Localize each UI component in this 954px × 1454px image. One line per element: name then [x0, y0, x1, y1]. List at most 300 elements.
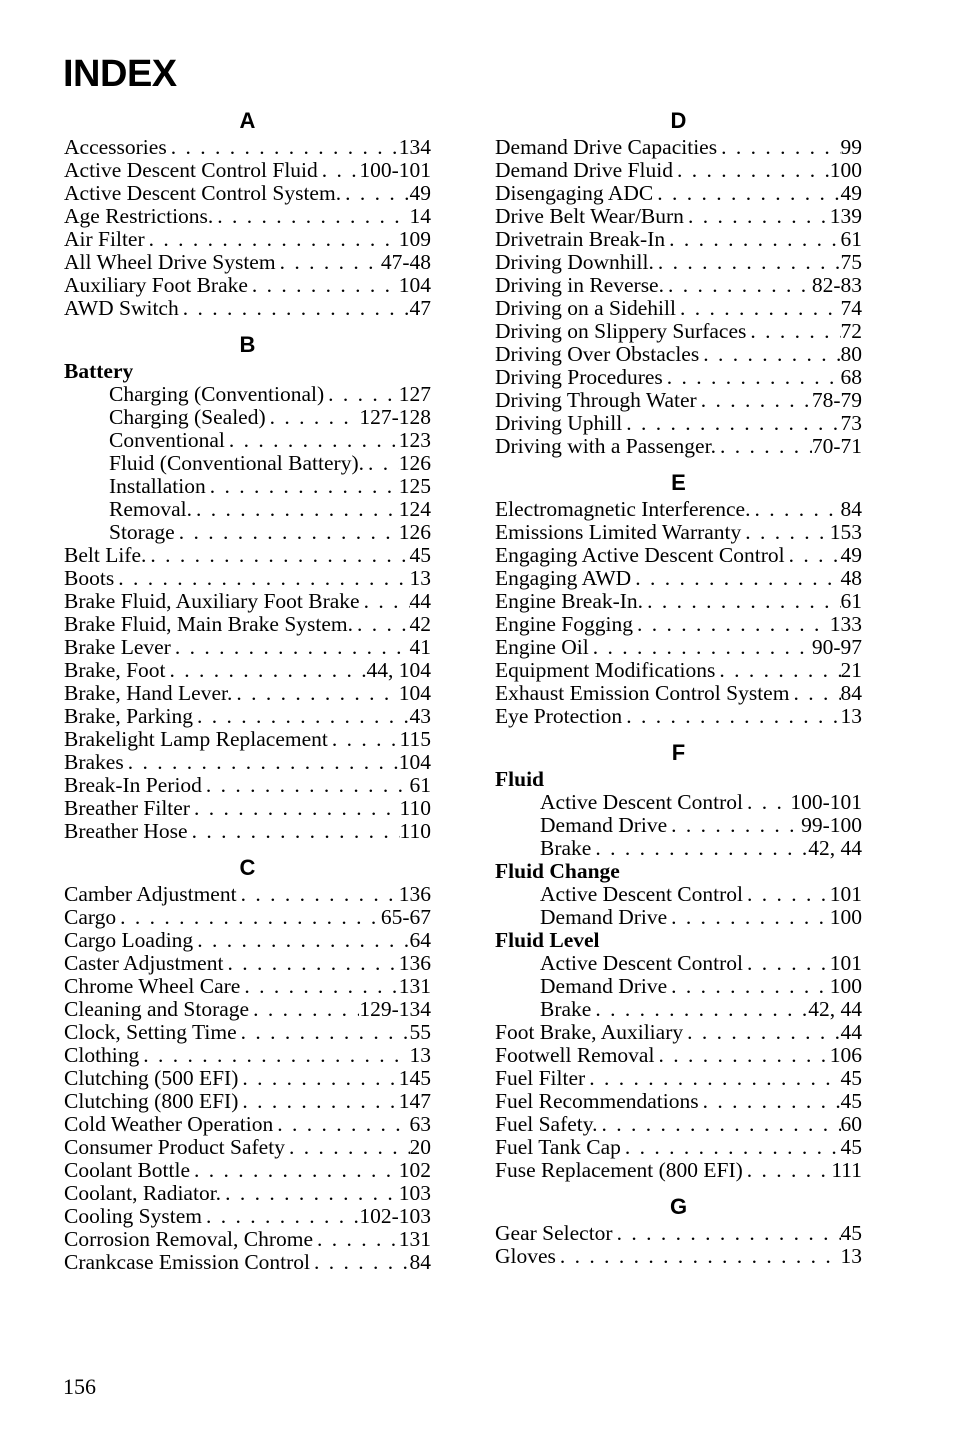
index-subentry — [64, 475, 431, 498]
dot-leader — [193, 705, 410, 728]
entry-page-ref: 73 — [840, 412, 862, 435]
index-entry — [64, 274, 431, 297]
index-subentry — [495, 952, 862, 975]
entry-term: Fuse Replacement (800 EFI) — [495, 1159, 743, 1182]
index-section-b — [64, 330, 431, 843]
entry-term: Cargo — [64, 906, 117, 929]
entry-term: Accessories — [64, 136, 167, 159]
dot-leader — [273, 1113, 409, 1136]
entry-page-ref: 43 — [409, 705, 431, 728]
entry-term: Active Descent Control — [540, 883, 744, 906]
dot-leader — [221, 1182, 399, 1205]
entry-page-ref: 45 — [840, 1090, 862, 1113]
index-subentry — [64, 452, 431, 475]
entry-page-ref: 45 — [840, 1067, 862, 1090]
entry-page-ref: 20 — [409, 1136, 431, 1159]
dot-leader — [667, 814, 801, 837]
dot-leader — [621, 1136, 841, 1159]
entry-term: Cargo Loading — [64, 929, 194, 952]
entry-term: Fuel Safety. — [495, 1113, 598, 1136]
entry-term: Conventional — [109, 429, 225, 452]
dot-leader — [202, 774, 410, 797]
entry-page-ref: 106 — [829, 1044, 862, 1067]
entry-term: Gloves — [495, 1245, 556, 1268]
entry-page-ref: 63 — [409, 1113, 431, 1136]
entry-page-ref: 49 — [840, 544, 862, 567]
entry-term: Breather Filter — [64, 797, 190, 820]
dot-leader — [684, 205, 830, 228]
dot-leader — [310, 1251, 409, 1274]
index-entry — [495, 1113, 862, 1136]
dot-leader — [591, 998, 808, 1021]
entry-term: Cleaning and Storage — [64, 998, 250, 1021]
entry-page-ref: 126 — [398, 521, 431, 544]
index-heading — [495, 929, 862, 952]
dot-leader — [166, 659, 367, 682]
dot-leader — [179, 297, 410, 320]
index-entry — [495, 228, 862, 251]
dot-leader — [116, 906, 381, 929]
dot-leader — [785, 544, 841, 567]
entry-term: Demand Drive — [540, 814, 668, 837]
entry-term: Removal. — [109, 498, 192, 521]
entry-page-ref: 65-67 — [380, 906, 431, 929]
dot-leader — [225, 429, 399, 452]
entry-page-ref: 21 — [840, 659, 862, 682]
entry-term: Active Descent Control — [540, 791, 744, 814]
dot-leader — [789, 682, 840, 705]
entry-page-ref: 100 — [829, 975, 862, 998]
entry-page-ref: 42, 44 — [808, 837, 862, 860]
entry-page-ref: 42, 44 — [808, 998, 862, 1021]
entry-page-ref: 145 — [398, 1067, 431, 1090]
entry-term: Equipment Modifications — [495, 659, 716, 682]
entry-term: Driving on a Sidehill — [495, 297, 676, 320]
entry-term: Exhaust Emission Control System — [495, 682, 790, 705]
index-subentry — [64, 521, 431, 544]
entry-term: Storage — [109, 521, 175, 544]
index-entry — [64, 998, 431, 1021]
entry-term: Brake, Foot — [64, 659, 166, 682]
dot-leader — [328, 728, 400, 751]
entry-term: Eye Protection — [495, 705, 623, 728]
entry-page-ref: 13 — [409, 1044, 431, 1067]
entry-term: Belt Life. — [64, 544, 147, 567]
entry-page-ref: 136 — [398, 952, 431, 975]
dot-leader — [622, 412, 840, 435]
entry-term: Brake — [540, 837, 592, 860]
dot-leader — [353, 613, 409, 636]
entry-page-ref: 72 — [840, 320, 862, 343]
entry-term: Driving Procedures — [495, 366, 663, 389]
entry-term: Emissions Limited Warranty — [495, 521, 742, 544]
entry-page-ref: 100 — [829, 159, 862, 182]
dot-leader — [667, 975, 830, 998]
dot-leader — [598, 1113, 841, 1136]
dot-leader — [743, 952, 830, 975]
dot-leader — [171, 636, 410, 659]
dot-leader — [665, 228, 840, 251]
entry-page-ref: 99 — [840, 136, 862, 159]
index-entry — [495, 1136, 862, 1159]
index-entry — [64, 774, 431, 797]
entry-term: Electromagnetic Interference. — [495, 498, 751, 521]
dot-leader — [238, 1090, 398, 1113]
dot-leader — [743, 883, 830, 906]
dot-leader — [699, 1090, 841, 1113]
entry-term: Brake, Parking — [64, 705, 193, 728]
entry-page-ref: 14 — [409, 205, 431, 228]
entry-term: Brakelight Lamp Replacement — [64, 728, 328, 751]
index-entry — [64, 590, 431, 613]
index-subentry — [495, 906, 862, 929]
index-entry — [64, 1228, 431, 1251]
entry-term: Brakes — [64, 751, 124, 774]
dot-leader — [613, 1222, 841, 1245]
dot-leader — [663, 366, 841, 389]
entry-page-ref: 70-71 — [811, 435, 862, 458]
entry-page-ref: 49 — [409, 182, 431, 205]
index-heading — [495, 768, 862, 791]
entry-term: Gear Selector — [495, 1222, 613, 1245]
entry-page-ref: 100 — [829, 906, 862, 929]
entry-page-ref: 101 — [829, 883, 862, 906]
dot-leader — [318, 159, 360, 182]
index-entry — [64, 159, 431, 182]
dot-leader — [313, 1228, 399, 1251]
index-section-a — [64, 106, 431, 320]
entry-page-ref: 13 — [840, 1245, 862, 1268]
index-entry — [64, 1182, 431, 1205]
index-subentry — [495, 814, 862, 837]
dot-leader — [654, 1044, 829, 1067]
entry-term: Charging (Conventional) — [109, 383, 325, 406]
entry-page-ref: 103 — [398, 1182, 431, 1205]
index-entry — [64, 636, 431, 659]
entry-page-ref: 55 — [409, 1021, 431, 1044]
index-section-c — [64, 853, 431, 1274]
entry-term: Brake Lever — [64, 636, 171, 659]
entry-page-ref: 125 — [398, 475, 431, 498]
entry-page-ref: 115 — [399, 728, 431, 751]
entry-page-ref: 42 — [409, 613, 431, 636]
index-entry — [64, 1067, 431, 1090]
entry-page-ref: 68 — [840, 366, 862, 389]
entry-page-ref: 109 — [398, 228, 431, 251]
index-entry — [495, 343, 862, 366]
index-entry — [495, 274, 862, 297]
index-entry — [495, 521, 862, 544]
index-entry — [495, 205, 862, 228]
index-section-g — [495, 1192, 862, 1268]
index-entry — [64, 820, 431, 843]
dot-leader — [232, 682, 398, 705]
section-letter: B — [239, 332, 256, 357]
entry-page-ref: 100-101 — [790, 791, 862, 814]
entry-term: Brake, Hand Lever. — [64, 682, 233, 705]
entry-term: Foot Brake, Auxiliary — [495, 1021, 684, 1044]
section-letter: F — [671, 740, 686, 765]
entry-term: Battery — [64, 360, 134, 383]
entry-page-ref: 127-128 — [359, 406, 431, 429]
entry-term: Active Descent Control System. — [64, 182, 342, 205]
entry-term: Cold Weather Operation — [64, 1113, 274, 1136]
index-entry — [64, 659, 431, 682]
index-entry — [495, 682, 862, 705]
entry-term: Fluid (Conventional Battery). — [109, 452, 364, 475]
index-entry — [64, 1159, 431, 1182]
dot-leader — [717, 136, 840, 159]
entry-page-ref: 104 — [398, 274, 431, 297]
index-entry — [495, 567, 862, 590]
entry-term: Engaging AWD — [495, 567, 632, 590]
entry-term: Corrosion Removal, Chrome — [64, 1228, 314, 1251]
dot-leader — [139, 1044, 409, 1067]
entry-term: Consumer Product Safety — [64, 1136, 285, 1159]
dot-leader — [654, 251, 841, 274]
section-letter: E — [671, 470, 686, 495]
entry-term: Active Descent Control — [540, 952, 744, 975]
index-entry — [495, 412, 862, 435]
dot-leader — [676, 297, 841, 320]
section-letter: C — [239, 855, 256, 880]
entry-page-ref: 127 — [398, 383, 431, 406]
entry-page-ref: 64 — [409, 929, 431, 952]
dot-leader — [750, 498, 840, 521]
index-subentry — [64, 383, 431, 406]
entry-term: Coolant Bottle — [64, 1159, 191, 1182]
dot-leader — [188, 820, 400, 843]
dot-leader — [360, 590, 410, 613]
page-title: INDEX — [63, 53, 177, 95]
entry-term: Active Descent Control Fluid — [64, 159, 318, 182]
index-entry — [64, 297, 431, 320]
index-entry — [495, 636, 862, 659]
index-entry — [495, 366, 862, 389]
index-entry — [64, 705, 431, 728]
index-section-f — [495, 738, 862, 1182]
entry-term: Driving with a Passenger. — [495, 435, 716, 458]
index-entry — [64, 975, 431, 998]
index-column-right — [495, 106, 862, 1268]
index-subentry — [495, 883, 862, 906]
entry-term: Fluid Change — [495, 860, 620, 883]
entry-term: Driving Through Water — [495, 389, 697, 412]
index-entry — [495, 1067, 862, 1090]
index-entry — [64, 544, 431, 567]
entry-term: Demand Drive Fluid — [495, 159, 673, 182]
index-entry — [495, 613, 862, 636]
entry-term: Crankcase Emission Control — [64, 1251, 311, 1274]
index-entry — [64, 1251, 431, 1274]
entry-page-ref: 131 — [398, 975, 431, 998]
dot-leader — [192, 498, 399, 521]
dot-leader — [266, 406, 360, 429]
dot-leader — [285, 1136, 410, 1159]
entry-page-ref: 101 — [829, 952, 862, 975]
dot-leader — [364, 452, 399, 475]
index-entry — [495, 705, 862, 728]
entry-term: Clothing — [64, 1044, 140, 1067]
entry-page-ref: 78-79 — [811, 389, 862, 412]
entry-page-ref: 41 — [409, 636, 431, 659]
dot-leader — [324, 383, 399, 406]
dot-leader — [276, 251, 381, 274]
index-entry — [495, 159, 862, 182]
entry-term: Clock, Setting Time — [64, 1021, 237, 1044]
entry-term: AWD Switch — [64, 297, 179, 320]
entry-page-ref: 136 — [398, 883, 431, 906]
index-entry — [64, 182, 431, 205]
dot-leader — [146, 544, 409, 567]
entry-page-ref: 13 — [840, 705, 862, 728]
entry-term: Fuel Tank Cap — [495, 1136, 621, 1159]
entry-term: Chrome Wheel Care — [64, 975, 241, 998]
index-entry — [495, 1222, 862, 1245]
index-subentry — [64, 429, 431, 452]
entry-page-ref: 61 — [840, 228, 862, 251]
entry-term: Air Filter — [64, 228, 145, 251]
entry-term: Engine Break-In. — [495, 590, 644, 613]
dot-leader — [653, 182, 840, 205]
index-section-e — [495, 468, 862, 728]
dot-leader — [114, 567, 409, 590]
entry-term: Driving Downhill. — [495, 251, 654, 274]
entry-term: Clutching (500 EFI) — [64, 1067, 239, 1090]
index-entry — [495, 251, 862, 274]
entry-term: Fluid — [495, 768, 544, 791]
entry-term: Drivetrain Break-In — [495, 228, 666, 251]
entry-page-ref: 45 — [840, 1136, 862, 1159]
dot-leader — [589, 636, 812, 659]
entry-page-ref: 124 — [398, 498, 431, 521]
index-entry — [495, 136, 862, 159]
dot-leader — [743, 791, 790, 814]
entry-page-ref: 48 — [840, 567, 862, 590]
dot-leader — [237, 1021, 410, 1044]
entry-page-ref: 47 — [409, 297, 431, 320]
entry-term: Fuel Recommendations — [495, 1090, 699, 1113]
entry-term: Engine Fogging — [495, 613, 633, 636]
index-entry — [64, 1021, 431, 1044]
entry-page-ref: 133 — [829, 613, 862, 636]
dot-leader — [743, 1159, 832, 1182]
entry-term: Charging (Sealed) — [109, 406, 266, 429]
index-entry — [495, 297, 862, 320]
entry-term: Clutching (800 EFI) — [64, 1090, 239, 1113]
entry-term: Cooling System — [64, 1205, 202, 1228]
entry-term: Fluid Level — [495, 929, 600, 952]
dot-leader — [190, 1159, 399, 1182]
entry-page-ref: 90-97 — [811, 636, 862, 659]
index-entry — [64, 929, 431, 952]
dot-leader — [664, 274, 812, 297]
entry-page-ref: 74 — [840, 297, 862, 320]
entry-term: Fuel Filter — [495, 1067, 586, 1090]
index-entry — [495, 1245, 862, 1268]
entry-page-ref: 123 — [398, 429, 431, 452]
dot-leader — [167, 136, 399, 159]
index-entry — [64, 228, 431, 251]
dot-leader — [175, 521, 399, 544]
index-entry — [495, 320, 862, 343]
section-letter: A — [239, 108, 256, 133]
entry-term: Boots — [64, 567, 115, 590]
entry-page-ref: 84 — [409, 1251, 431, 1274]
entry-page-ref: 129-134 — [359, 998, 431, 1021]
dot-leader — [223, 952, 398, 975]
entry-page-ref: 110 — [399, 820, 431, 843]
entry-page-ref: 61 — [840, 590, 862, 613]
entry-page-ref: 111 — [831, 1159, 862, 1182]
index-subentry — [495, 791, 862, 814]
entry-page-ref: 82-83 — [811, 274, 862, 297]
dot-leader — [213, 205, 409, 228]
index-subentry — [64, 406, 431, 429]
entry-page-ref: 61 — [409, 774, 431, 797]
entry-page-ref: 100-101 — [359, 159, 431, 182]
index-entry — [495, 498, 862, 521]
index-heading — [64, 360, 431, 383]
page-number: 156 — [63, 1374, 96, 1399]
entry-term: Camber Adjustment — [64, 883, 237, 906]
entry-term: Engine Oil — [495, 636, 589, 659]
index-entry — [495, 659, 862, 682]
index-entry — [64, 1136, 431, 1159]
entry-term: Brake — [540, 998, 592, 1021]
dot-leader — [716, 435, 812, 458]
index-entry — [64, 906, 431, 929]
dot-leader — [631, 567, 840, 590]
entry-page-ref: 13 — [409, 567, 431, 590]
index-entry — [495, 544, 862, 567]
dot-leader — [145, 228, 399, 251]
index-entry — [64, 567, 431, 590]
entry-term: Driving Uphill — [495, 412, 623, 435]
dot-leader — [633, 613, 830, 636]
dot-leader — [240, 975, 398, 998]
entry-term: Engaging Active Descent Control — [495, 544, 785, 567]
dot-leader — [206, 475, 399, 498]
dot-leader — [591, 837, 808, 860]
entry-term: Breather Hose — [64, 820, 188, 843]
entry-term: Auxiliary Foot Brake — [64, 274, 248, 297]
entry-term: Driving on Slippery Surfaces — [495, 320, 747, 343]
entry-page-ref: 134 — [398, 136, 431, 159]
entry-page-ref: 44 — [409, 590, 431, 613]
dot-leader — [699, 343, 840, 366]
entry-term: Footwell Removal — [495, 1044, 655, 1067]
index-entry — [495, 1159, 862, 1182]
dot-leader — [585, 1067, 840, 1090]
index-subentry — [495, 998, 862, 1021]
entry-page-ref: 47-48 — [380, 251, 431, 274]
entry-page-ref: 139 — [829, 205, 862, 228]
index-entry — [64, 952, 431, 975]
index-entry — [64, 251, 431, 274]
entry-term: Brake Fluid, Auxiliary Foot Brake — [64, 590, 360, 613]
index-entry — [64, 751, 431, 774]
dot-leader — [202, 1205, 359, 1228]
entry-page-ref: 99-100 — [801, 814, 862, 837]
index-subentry — [64, 498, 431, 521]
index-entry — [495, 1021, 862, 1044]
entry-page-ref: 102 — [398, 1159, 431, 1182]
dot-leader — [673, 159, 830, 182]
entry-term: Age Restrictions. — [64, 205, 214, 228]
index-entry — [64, 1205, 431, 1228]
entry-term: Installation — [109, 475, 206, 498]
